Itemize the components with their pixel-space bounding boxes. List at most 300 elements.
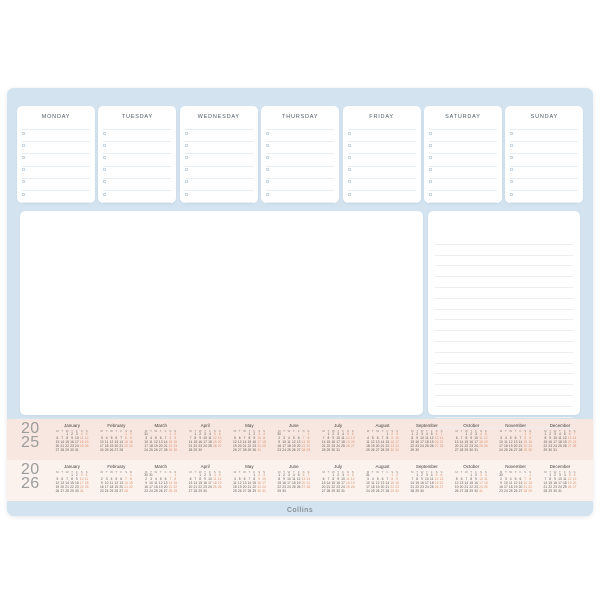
date-cell: 3 (80, 473, 83, 478)
rule-line (103, 202, 171, 203)
date-cell: 22 (415, 484, 419, 489)
date-cell: 24 (287, 484, 291, 489)
date-cell: 31 (395, 447, 399, 452)
date-cell: 10 (553, 436, 557, 441)
weekday-letter: T (460, 429, 463, 433)
date-cell: 24 (262, 484, 266, 489)
year-line2: 26 (21, 474, 40, 492)
date-cell: 25 (233, 488, 237, 493)
weekday-letter: S (218, 470, 221, 474)
checkbox-icon (348, 144, 351, 147)
date-cell: 29 (306, 447, 311, 452)
month-2026-october (454, 464, 488, 501)
date-cell: 14 (65, 481, 69, 486)
date-cell: 16 (415, 440, 419, 445)
date-cell: 23 (390, 443, 395, 448)
weekday-letter: S (346, 429, 349, 433)
rule-line (266, 202, 334, 203)
weekday-letter: M (144, 429, 148, 433)
date-cell: 5 (218, 473, 221, 478)
date-cell: 19 (350, 481, 355, 486)
weekday-letter: T (460, 470, 463, 474)
date-cell (217, 490, 222, 494)
date-cell: 31 (474, 447, 478, 452)
note-line (435, 299, 573, 310)
weekday-letter: W (243, 429, 246, 433)
date-cell: 1 (71, 473, 73, 478)
date-cell: 11 (425, 436, 429, 441)
date-cell: 19 (454, 484, 459, 489)
date-cell: 8 (125, 436, 127, 441)
weekday-letter: T (150, 470, 152, 474)
month-grid (277, 429, 311, 453)
date-cell: 25 (558, 443, 562, 448)
rule-line (348, 202, 416, 203)
date-cell: 24 (499, 447, 503, 452)
date-cell: 14 (572, 436, 577, 441)
date-cell: 25 (149, 447, 153, 452)
month-name: February (107, 464, 126, 469)
date-cell: 4 (559, 432, 561, 437)
rule-line (22, 202, 90, 203)
date-cell: 24 (99, 447, 104, 452)
month-name: January (63, 464, 80, 469)
date-cell: 29 (385, 447, 390, 452)
date-cell: 20 (459, 484, 464, 489)
weekday-letter: S (351, 470, 354, 474)
date-cell: 1 (199, 473, 202, 478)
weekday-letter: W (331, 470, 335, 474)
date-cell: 9 (337, 477, 340, 482)
date-cell: 18 (79, 440, 84, 445)
weekday-letter: S (396, 429, 399, 433)
date-cell: 10 (262, 477, 266, 482)
date-cell: 23 (469, 443, 474, 448)
date-cell: 18 (483, 481, 488, 486)
weekday-letter: W (287, 429, 291, 433)
date-cell: 14 (60, 440, 65, 445)
date-cell: 19 (508, 443, 513, 448)
weekday-letter: T (194, 470, 197, 474)
date-cell: 24 (474, 443, 478, 448)
checkbox-icon (22, 144, 25, 147)
weekday-letter: T (283, 470, 285, 474)
date-cell: 1 (391, 473, 394, 478)
date-cell: 29 (193, 447, 198, 452)
date-cell: 27 (518, 488, 523, 493)
date-cell: 19 (212, 440, 217, 445)
date-cell: 7 (125, 477, 127, 482)
date-cell: 18 (233, 484, 237, 489)
date-cell: 4 (425, 432, 428, 437)
date-cell: 3 (500, 436, 502, 441)
date-cell: 4 (110, 477, 113, 482)
weekday-letter: M (366, 429, 370, 433)
weekday-letter: F (430, 470, 433, 474)
date-cell: 4 (509, 477, 512, 482)
date-cell: 22 (124, 443, 128, 448)
date-cell: 11 (154, 481, 158, 486)
checkbox-icon (185, 132, 188, 135)
date-cell: 7 (465, 477, 468, 482)
date-cell: 16 (203, 481, 207, 486)
date-cell: 12 (483, 436, 488, 441)
date-cell: 28 (543, 488, 548, 493)
checkbox-icon (103, 180, 106, 183)
task-lines (103, 129, 171, 203)
date-cell: 14 (380, 440, 385, 445)
date-cell (350, 490, 355, 494)
date-cell: 29 (464, 447, 469, 452)
date-cell: 21 (60, 443, 65, 448)
weekday-letter: T (292, 470, 295, 474)
date-cell: 27 (375, 447, 380, 452)
date-cell: 10 (144, 440, 148, 445)
date-cell: 30 (203, 488, 207, 493)
date-cell: 30 (144, 473, 148, 478)
checkbox-icon (510, 144, 513, 147)
weekday-letter: T (549, 429, 552, 433)
weekday-letter: F (164, 429, 167, 433)
date-cell: 10 (420, 436, 424, 441)
month-name: July (334, 423, 343, 428)
date-cell: 25 (366, 447, 370, 452)
date-cell: 21 (572, 440, 577, 445)
weekday-letter: T (71, 429, 73, 433)
date-cell: 7 (544, 477, 547, 482)
date-cell: 16 (198, 440, 203, 445)
date-cell: 24 (425, 484, 429, 489)
date-cell: 23 (257, 484, 261, 489)
date-cell: 2 (391, 432, 394, 437)
task-row (266, 141, 334, 153)
task-row (429, 190, 497, 202)
date-cell: 12 (212, 436, 217, 441)
month-name: December (549, 464, 571, 469)
date-cell: 19 (217, 481, 222, 486)
date-cell: 30 (282, 488, 286, 493)
date-cell: 1 (327, 432, 330, 437)
weekday-letter: S (440, 470, 443, 474)
weekday-letter: T (425, 470, 428, 474)
checkbox-icon (348, 193, 351, 196)
date-cell: 18 (562, 481, 567, 486)
weekday-letter: T (549, 470, 552, 474)
checkbox-icon (429, 132, 432, 135)
date-cell: 1 (529, 473, 532, 478)
date-cell: 11 (484, 477, 488, 482)
date-cell: 3 (204, 432, 206, 437)
date-cell: 12 (562, 436, 567, 441)
date-cell: 26 (508, 447, 513, 452)
weekday-letter: T (204, 470, 206, 474)
date-cell: 1 (544, 432, 547, 437)
date-cell: 15 (198, 481, 203, 486)
date-cell: 27 (439, 484, 444, 489)
date-cell: 17 (104, 484, 109, 489)
date-cell: 12 (296, 477, 301, 482)
checkbox-icon (429, 156, 432, 159)
month-name: January (63, 423, 80, 428)
weekday-letter: S (573, 429, 576, 433)
date-cell: 13 (380, 481, 385, 486)
date-cell: 8 (524, 436, 527, 441)
date-cell: 3 (100, 436, 103, 441)
date-cell: 5 (563, 432, 566, 437)
date-cell: 29 (70, 488, 74, 493)
date-cell: 19 (375, 484, 380, 489)
date-cell: 7 (573, 432, 576, 437)
date-cell: 29 (415, 488, 419, 493)
date-cell: 18 (109, 484, 114, 489)
date-cell: 12 (350, 477, 355, 482)
date-cell: 12 (233, 440, 237, 445)
date-cell: 3 (283, 436, 285, 441)
date-cell: 16 (390, 440, 395, 445)
weekday-letter: W (464, 470, 468, 474)
date-cell: 27 (114, 447, 119, 452)
checkbox-icon (185, 168, 188, 171)
date-cell: 20 (158, 443, 163, 448)
day-card-friday (343, 106, 421, 203)
date-cell: 8 (332, 477, 335, 482)
month-name: August (375, 464, 390, 469)
weekday-letter: S (440, 429, 443, 433)
checkbox-icon (22, 156, 25, 159)
date-cell: 24 (144, 447, 148, 452)
date-cell: 22 (306, 443, 311, 448)
date-cell: 14 (119, 440, 124, 445)
date-cell: 23 (70, 443, 74, 448)
weekday-letter: F (563, 429, 566, 433)
day-title: FRIDAY (369, 114, 394, 120)
weekday-letter: M (499, 470, 503, 474)
date-cell: 3 (288, 473, 290, 478)
month-name: October (463, 423, 480, 428)
date-cell: 18 (479, 440, 483, 445)
date-cell: 26 (233, 447, 237, 452)
date-cell: 28 (518, 447, 523, 452)
weekday-letter: F (75, 470, 78, 474)
date-cell: 31 (553, 447, 557, 452)
date-cell: 21 (439, 440, 444, 445)
checkbox-icon (429, 168, 432, 171)
note-line (435, 396, 573, 407)
date-cell: 31 (479, 488, 483, 493)
checkbox-icon (266, 132, 269, 135)
task-row (266, 190, 334, 202)
task-row (22, 178, 90, 190)
task-row (266, 166, 334, 178)
date-cell: 11 (292, 477, 296, 482)
date-cell: 7 (243, 436, 246, 441)
date-cell: 17 (479, 481, 483, 486)
date-cell: 20 (114, 443, 119, 448)
month-2025-december (543, 423, 577, 460)
weekday-letter: S (568, 429, 571, 433)
date-cell: 6 (115, 436, 118, 441)
date-cell: 2 (554, 473, 556, 478)
month-name: December (549, 423, 571, 428)
checkbox-icon (185, 144, 188, 147)
date-cell (84, 490, 89, 494)
date-cell: 4 (209, 432, 211, 437)
date-cell: 4 (342, 432, 344, 437)
task-row (429, 153, 497, 165)
month-2026-december (543, 464, 577, 501)
date-cell: 30 (277, 432, 282, 437)
date-cell: 19 (233, 443, 237, 448)
weekday-letter: W (420, 470, 424, 474)
date-cell: 29 (543, 447, 548, 452)
date-cell: 9 (391, 436, 394, 441)
year-strip-2026 (7, 460, 593, 501)
date-cell: 21 (321, 443, 326, 448)
month-grid (454, 429, 488, 453)
date-cell: 9 (258, 477, 261, 482)
weekday-letter: S (302, 470, 305, 474)
date-cell: 14 (321, 440, 326, 445)
weekday-letter: W (464, 429, 468, 433)
date-cell: 13 (158, 440, 163, 445)
date-cell: 11 (104, 440, 109, 445)
note-line (435, 320, 573, 331)
month-2026-april (188, 464, 222, 501)
weekday-letter: M (544, 429, 547, 433)
date-cell: 27 (380, 488, 385, 493)
date-cell: 28 (124, 488, 128, 493)
brand-bar (7, 501, 593, 516)
task-row (429, 178, 497, 190)
weekday-letter: M (455, 429, 458, 433)
date-cell: 28 (242, 447, 247, 452)
date-cell: 15 (326, 440, 331, 445)
date-cell: 16 (173, 440, 178, 445)
date-cell: 25 (504, 447, 508, 452)
date-cell: 19 (55, 484, 60, 489)
date-cell (350, 449, 355, 453)
weekday-letter: S (479, 470, 482, 474)
weekday-letter: S (85, 470, 88, 474)
checkbox-icon (266, 193, 269, 196)
date-cell: 10 (499, 440, 503, 445)
date-cell: 5 (371, 436, 374, 441)
date-cell: 11 (371, 481, 375, 486)
date-cell: 5 (213, 432, 216, 437)
date-cell: 7 (248, 477, 251, 482)
month-name: September (415, 423, 438, 428)
date-cell: 7 (381, 436, 384, 441)
date-cell: 22 (247, 443, 252, 448)
month-2025-march (144, 423, 178, 460)
month-name: April (200, 423, 210, 428)
date-cell: 17 (504, 484, 508, 489)
date-cell: 23 (75, 484, 79, 489)
date-cell: 1 (307, 432, 310, 437)
date-cell: 6 (297, 436, 300, 441)
weekday-letter: M (56, 429, 59, 433)
date-cell: 4 (288, 436, 290, 441)
date-cell: 13 (301, 477, 306, 482)
date-cell: 24 (366, 488, 370, 493)
weekday-letter: S (396, 470, 399, 474)
date-cell: 13 (434, 436, 439, 441)
task-row (348, 178, 416, 190)
date-cell: 18 (262, 440, 266, 445)
date-cell: 9 (278, 440, 281, 445)
date-cell (483, 449, 488, 453)
date-cell: 7 (169, 477, 172, 482)
date-cell: 5 (568, 473, 571, 478)
weekday-letter: T (337, 429, 340, 433)
date-cell: 26 (158, 488, 163, 493)
date-cell: 9 (554, 477, 556, 482)
month-2026-june (277, 464, 311, 501)
year-number (21, 463, 49, 501)
date-cell: 5 (297, 473, 300, 478)
checkbox-icon (429, 180, 432, 183)
date-cell: 16 (75, 481, 79, 486)
date-cell: 15 (124, 440, 128, 445)
weekday-letter: W (243, 470, 246, 474)
date-cell: 21 (306, 481, 311, 486)
weekday-letter: S (573, 470, 576, 474)
date-cell: 10 (208, 477, 212, 482)
date-cell: 15 (277, 481, 282, 486)
date-cell: 14 (543, 481, 548, 486)
note-line (435, 364, 573, 375)
date-cell: 15 (331, 481, 336, 486)
date-cell: 21 (119, 443, 124, 448)
date-cell: 14 (242, 440, 247, 445)
date-cell: 20 (217, 440, 222, 445)
note-line (435, 374, 573, 385)
date-cell: 12 (154, 440, 158, 445)
date-cell: 20 (350, 440, 355, 445)
date-cell: 11 (84, 477, 89, 482)
date-cell: 26 (562, 443, 567, 448)
date-cell: 16 (336, 481, 340, 486)
date-cell: 7 (411, 477, 414, 482)
weekday-letter: M (144, 470, 148, 474)
date-cell: 20 (567, 440, 572, 445)
month-grid (321, 470, 355, 494)
date-cell: 22 (252, 484, 257, 489)
date-cell: 15 (410, 440, 415, 445)
task-row (266, 129, 334, 141)
date-cell: 8 (174, 477, 177, 482)
date-cell: 12 (346, 436, 350, 441)
date-cell: 23 (395, 484, 399, 489)
date-cell: 1 (194, 432, 197, 437)
month-name: May (245, 423, 254, 428)
date-cell: 26 (237, 488, 242, 493)
date-cell: 8 (194, 436, 197, 441)
date-cell: 14 (410, 481, 415, 486)
date-cell: 20 (518, 484, 523, 489)
date-cell: 21 (247, 484, 252, 489)
year-line2: 25 (21, 433, 40, 451)
weekday-letter: W (509, 470, 513, 474)
date-cell: 13 (567, 436, 572, 441)
date-cell: 19 (483, 440, 488, 445)
date-cell: 6 (514, 436, 517, 441)
weekday-letter: F (386, 470, 389, 474)
date-cell: 23 (198, 443, 203, 448)
weekday-letter: S (80, 470, 83, 474)
date-cell: 3 (145, 436, 148, 441)
date-cell: 3 (367, 477, 369, 482)
